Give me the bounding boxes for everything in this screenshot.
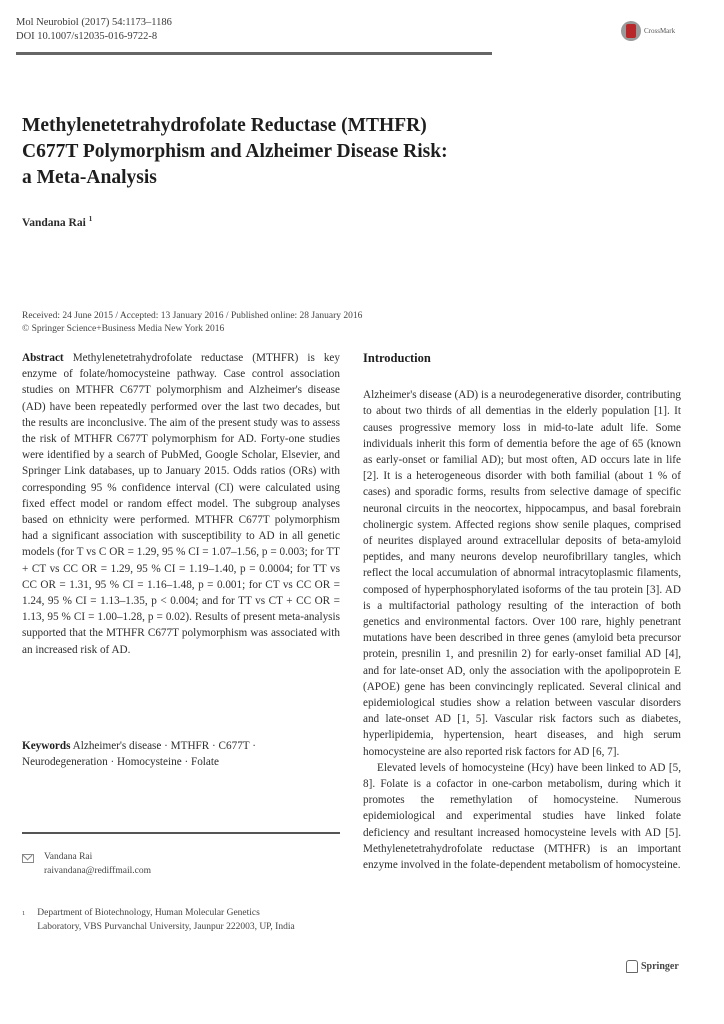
corresponding-author — [22, 851, 151, 878]
springer-horse-icon — [626, 960, 638, 973]
title-line-1: Methylenetetrahydrofolate Reductase (MTHFR) — [22, 115, 427, 136]
introduction-paragraph-1: Alzheimer's disease (AD) is a neurodegenerative disorder, contributing to about two thirds of all dementias in the elderly population [1]. It causes progressive memory loss in mid-to-late adult life. Some individuals inherit this form of dementia before the age of 65 (known as early-onset or familial AD); but most often, AD occurs late in life [2]. It is a heterogeneous disorder with both familial (about 1 % of cases) and sporadic forms, results from selective damage of specific neuronal circuits in the neocortex, hippocampus, and basal forebrain cholinergic system. Affected regions show senile plaques, comprised of neurites displayed around extracellular deposits of beta-amyloid peptides, and many neurons develop neurofibrillary tangles, which reflect the local accumulation of abnormal intracytoplasmic filaments, composed of hyperphosphorylated isoforms of the tau protein [3]. AD is a multifactorial pathology resulting of the interaction of both genetics and environmental factors. Over 100 rare, highly penetrant mutations have been described in three genes (amyloid beta precursor protein, presnilin 1, and presnilin 2) for early-onset familial AD [4], and for late-onset AD, only the association with the apolipoprotein E (APOE) gene has been convincingly replicated. Several clinical and epidemiological studies show a relation between vascular disorders and late-onset AD [1, 5]. Vascular risk factors such as diabetes, hyperlipidemia, hypertension, heart diseases, and high serum homocysteine are also reported risk factors for AD [6, 7]. — [363, 389, 681, 758]
introduction-paragraph-2: Elevated levels of homocysteine (Hcy) have been linked to AD [5, 8]. Folate is a cofactor in one-carbon metabolism, during which it promotes the remethylation of homocysteine. Numerous epidemiological and experimental studies have linked folate deficiency and resultant increased homocysteine levels with AD [5]. Methylenetetrahydrofolate reductase (MTHFR) is an important enzyme involved in the folate-dependent metabolism of homocysteine. — [363, 761, 681, 872]
abstract-label: Abstract — [22, 352, 64, 364]
crossmark-badge[interactable] — [621, 21, 675, 41]
corresponding-email[interactable]: raivandana@rediffmail.com — [44, 865, 151, 876]
author-affiliation-marker: 1 — [88, 215, 93, 223]
author — [22, 215, 92, 229]
publisher-logo — [626, 960, 679, 973]
crossmark-icon — [621, 21, 641, 41]
affiliation-line-1: Department of Biotechnology, Human Molecular Genetics — [37, 908, 260, 918]
title-line-3: a Meta-Analysis — [22, 167, 157, 188]
affiliation-line-2: Laboratory, VBS Purvanchal University, Jaunpur 222003, UP, India — [37, 921, 295, 932]
history-dates: Received: 24 June 2015 / Accepted: 13 January 2016 / Published online: 28 January 2016 — [22, 311, 363, 321]
crossmark-label: CrossMark — [644, 27, 676, 35]
affiliation-number: 1 — [22, 910, 26, 917]
introduction-section — [363, 350, 681, 873]
affiliation — [22, 907, 295, 934]
header-rule — [16, 52, 492, 55]
abstract-text: Methylenetetrahydrofolate reductase (MTHFR) is key enzyme of folate/homocysteine pathway. Case control association studies on MTHFR C677T polymorphism and Alzheimer's disease (AD) have been repeatedly performed over the last two decades, but the results are inconclusive. The aim of the present study was to assess the risk of MTHFR C677T polymorphism for AD. Forty-one studies were identified by a search of PubMed, Google Scholar, Elsevier, and Springer Link databases, up to January 2015. Odds ratios (ORs) with corresponding 95 % confidence interval (CI) were calculated using fixed effect model or random effect model. The subgroup analyses based on ethnicity were performed. MTHFR C677T polymorphism had a significant association with susceptibility to AD in all genetic models (for T vs C OR = 1.29, 95 % CI = 1.07–1.56, p = 0.003; for TT + CT vs CC OR = 1.29, 95 % CI = 1.19–1.40, p = 0.0004; for TT vs CC OR = 1.31, 95 % CI = 1.16–1.48, p = 0.001; for CT vs CC OR = 1.24, 95 % CI = 1.13–1.35, p < 0.004; and for TT vs CT + CC OR = 1.13, 95 % CI = 1.00–1.28, p = 0.02). Results of present meta-analysis supported that the MTHFR C677T polymorphism was associated with an increased risk of AD. — [22, 352, 340, 656]
introduction-heading: Introduction — [363, 351, 431, 365]
doi: DOI 10.1007/s12035-016-9722-8 — [16, 31, 158, 42]
journal-header — [16, 16, 172, 44]
corresponding-name: Vandana Rai — [44, 852, 93, 862]
article-title — [22, 113, 582, 191]
publisher-name: Springer — [641, 961, 679, 972]
publication-dates — [22, 310, 362, 335]
author-name: Vandana Rai — [22, 216, 86, 229]
mail-icon — [22, 854, 34, 863]
keywords-text: Alzheimer's disease · MTHFR · C677T · Neurodegeneration · Homocysteine · Folate — [22, 740, 256, 769]
title-line-2: C677T Polymorphism and Alzheimer Disease Risk: — [22, 141, 448, 162]
keywords — [22, 738, 340, 770]
copyright: © Springer Science+Business Media New York 2016 — [22, 323, 225, 334]
keywords-label: Keywords — [22, 740, 71, 752]
journal-citation: Mol Neurobiol (2017) 54:1173–1186 — [16, 17, 172, 28]
abstract — [22, 350, 340, 658]
footnote-rule — [22, 832, 340, 834]
